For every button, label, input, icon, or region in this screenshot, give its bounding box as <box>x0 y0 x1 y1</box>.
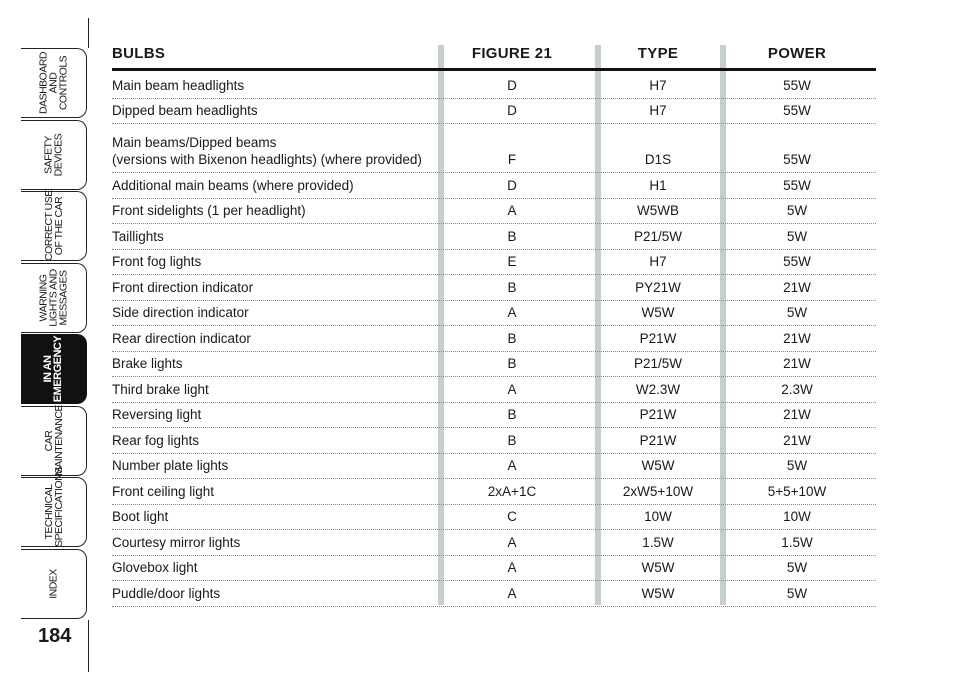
bulb-power: 5W <box>786 560 808 575</box>
bulb-type: 2xW5+10W <box>622 483 694 499</box>
figure-ref: D <box>507 103 517 118</box>
bulb-name: Third brake light <box>112 381 209 397</box>
tab-label: DASHBOARD AND CONTROLS <box>37 52 70 115</box>
bulb-type: H7 <box>649 254 667 269</box>
table-row <box>112 478 876 505</box>
bulb-power: 55W <box>783 152 811 167</box>
bulb-power: 21W <box>783 279 811 295</box>
table-row <box>112 351 876 378</box>
bulb-name: Dipped beam headlights <box>112 103 258 118</box>
bulb-name: Front direction indicator <box>112 279 254 295</box>
bulb-name: Front fog lights <box>112 254 202 269</box>
figure-ref: F <box>507 152 517 167</box>
tab-correct-use-of-the-car[interactable] <box>21 191 87 261</box>
bulb-type: W5WB <box>637 203 679 218</box>
bulb-name: Additional main beams (where provided) <box>112 177 354 193</box>
table-row <box>112 580 876 607</box>
figure-ref: B <box>507 330 517 346</box>
bulb-name: Brake lights <box>112 356 183 371</box>
figure-ref: A <box>507 305 517 320</box>
bulb-power: 5W <box>786 458 808 473</box>
figure-ref: D <box>507 77 517 93</box>
bulb-type: H7 <box>649 77 667 93</box>
table-row <box>112 402 876 429</box>
figure-ref: D <box>507 177 517 193</box>
bulb-type: W5W <box>641 305 675 320</box>
table-row <box>112 123 876 173</box>
bulb-power: 55W <box>783 103 811 118</box>
figure-ref: B <box>507 407 517 422</box>
bulb-power: 21W <box>783 432 811 448</box>
bulb-name: Front ceiling light <box>112 483 215 499</box>
bulb-power: 55W <box>783 77 811 93</box>
figure-ref: B <box>507 356 517 371</box>
table-row <box>112 98 876 125</box>
bulb-type: P21/5W <box>633 356 683 371</box>
tab-label: SAFETY DEVICES <box>42 133 65 176</box>
table-row <box>112 504 876 531</box>
table-row <box>112 198 876 225</box>
tab-label: WARNING LIGHTS AND MESSAGES <box>37 268 70 327</box>
bulb-type: W5W <box>641 585 675 601</box>
figure-ref: A <box>507 585 517 601</box>
figure-ref: A <box>507 560 517 575</box>
bulb-name: Side direction indicator <box>112 305 249 320</box>
bulb-name: Courtesy mirror lights <box>112 534 241 550</box>
tab-car-maintenance[interactable] <box>21 406 87 476</box>
table-row <box>112 453 876 480</box>
figure-ref: B <box>507 279 517 295</box>
bulb-name: Number plate lights <box>112 458 229 473</box>
bulb-power: 55W <box>783 254 811 269</box>
figure-ref: 2xA+1C <box>487 483 537 499</box>
figure-ref: A <box>507 381 517 397</box>
bulb-power: 21W <box>783 356 811 371</box>
table-row <box>112 223 876 250</box>
header-bulbs: BULBS <box>112 45 166 62</box>
tab-technical-specifications[interactable] <box>21 467 87 547</box>
figure-ref: A <box>507 534 517 550</box>
tab-safety-devices[interactable] <box>21 120 87 190</box>
bulb-power: 5W <box>786 585 808 601</box>
sidebar-line <box>88 620 89 672</box>
bulb-type: P21W <box>639 407 677 422</box>
table-row <box>112 427 876 454</box>
bulb-type: H7 <box>649 103 667 118</box>
header-power: POWER <box>767 45 827 62</box>
bulb-type: D1S <box>644 152 672 167</box>
table-row <box>112 274 876 301</box>
bulb-name: Rear direction indicator <box>112 330 251 346</box>
table-row <box>112 249 876 276</box>
bulb-type: W5W <box>641 458 675 473</box>
bulb-type: W5W <box>641 560 675 575</box>
tab-dashboard-and-controls[interactable] <box>21 48 87 118</box>
bulb-power: 21W <box>783 330 811 346</box>
bulb-power: 10W <box>783 509 811 524</box>
figure-ref: B <box>507 432 517 448</box>
bulb-name: Glovebox light <box>112 560 198 575</box>
bulb-power: 5W <box>786 203 808 218</box>
tab-warning-lights-and-messages[interactable] <box>21 263 87 333</box>
tab-label: INDEX <box>47 568 60 599</box>
bulb-power: 21W <box>783 407 811 422</box>
bulb-type: W2.3W <box>635 381 681 397</box>
tab-label: CORRECT USE OF THE CAR <box>42 190 65 261</box>
tab-label: IN AN EMERGENCY <box>42 335 65 403</box>
table-row <box>112 325 876 352</box>
tab-label: CAR MAINTENANCE <box>42 404 65 476</box>
bulb-name: Puddle/door lights <box>112 585 221 601</box>
bulb-type: P21W <box>639 330 677 346</box>
tab-in-an-emergency[interactable] <box>21 334 87 404</box>
bulb-name: Reversing light <box>112 407 202 422</box>
figure-ref: A <box>507 458 517 473</box>
bulb-type: P21/5W <box>633 228 683 244</box>
header-type: TYPE <box>637 45 679 62</box>
bulb-name: Main beam headlights <box>112 77 245 93</box>
bulb-type: 1.5W <box>642 534 674 550</box>
bulb-power: 5W <box>786 228 808 244</box>
table-row <box>112 529 876 556</box>
table-row <box>112 72 876 99</box>
tab-index[interactable] <box>21 549 87 619</box>
bulb-name: Front sidelights (1 per headlight) <box>112 203 306 218</box>
header-rule <box>112 68 876 71</box>
bulb-name: Boot light <box>112 509 169 524</box>
bulb-type: PY21W <box>635 279 681 295</box>
header-figure: FIGURE 21 <box>471 45 553 62</box>
tab-label: TECHNICAL SPECIFICATIONS <box>42 467 65 547</box>
table-row <box>112 555 876 582</box>
bulb-power: 2.3W <box>781 381 813 397</box>
bulb-type: H1 <box>649 177 667 193</box>
bulb-name: Taillights <box>112 228 164 244</box>
figure-ref: C <box>507 509 517 524</box>
bulb-type: 10W <box>644 509 672 524</box>
bulb-power: 55W <box>783 177 811 193</box>
table-row <box>112 172 876 199</box>
bulb-name: Main beams/Dipped beams (versions with Bixenon headlights) (where provided) <box>112 135 422 167</box>
figure-ref: A <box>507 203 517 218</box>
bulb-power: 5W <box>786 305 808 320</box>
bulb-type: P21W <box>639 432 677 448</box>
table-row <box>112 300 876 327</box>
bulb-power: 1.5W <box>781 534 813 550</box>
table-row <box>112 376 876 403</box>
bulb-power: 5+5+10W <box>767 483 827 499</box>
page-number: 184 <box>38 625 72 647</box>
bulb-name: Rear fog lights <box>112 432 200 448</box>
figure-ref: B <box>507 228 517 244</box>
figure-ref: E <box>507 254 517 269</box>
sidebar-line <box>88 18 89 48</box>
